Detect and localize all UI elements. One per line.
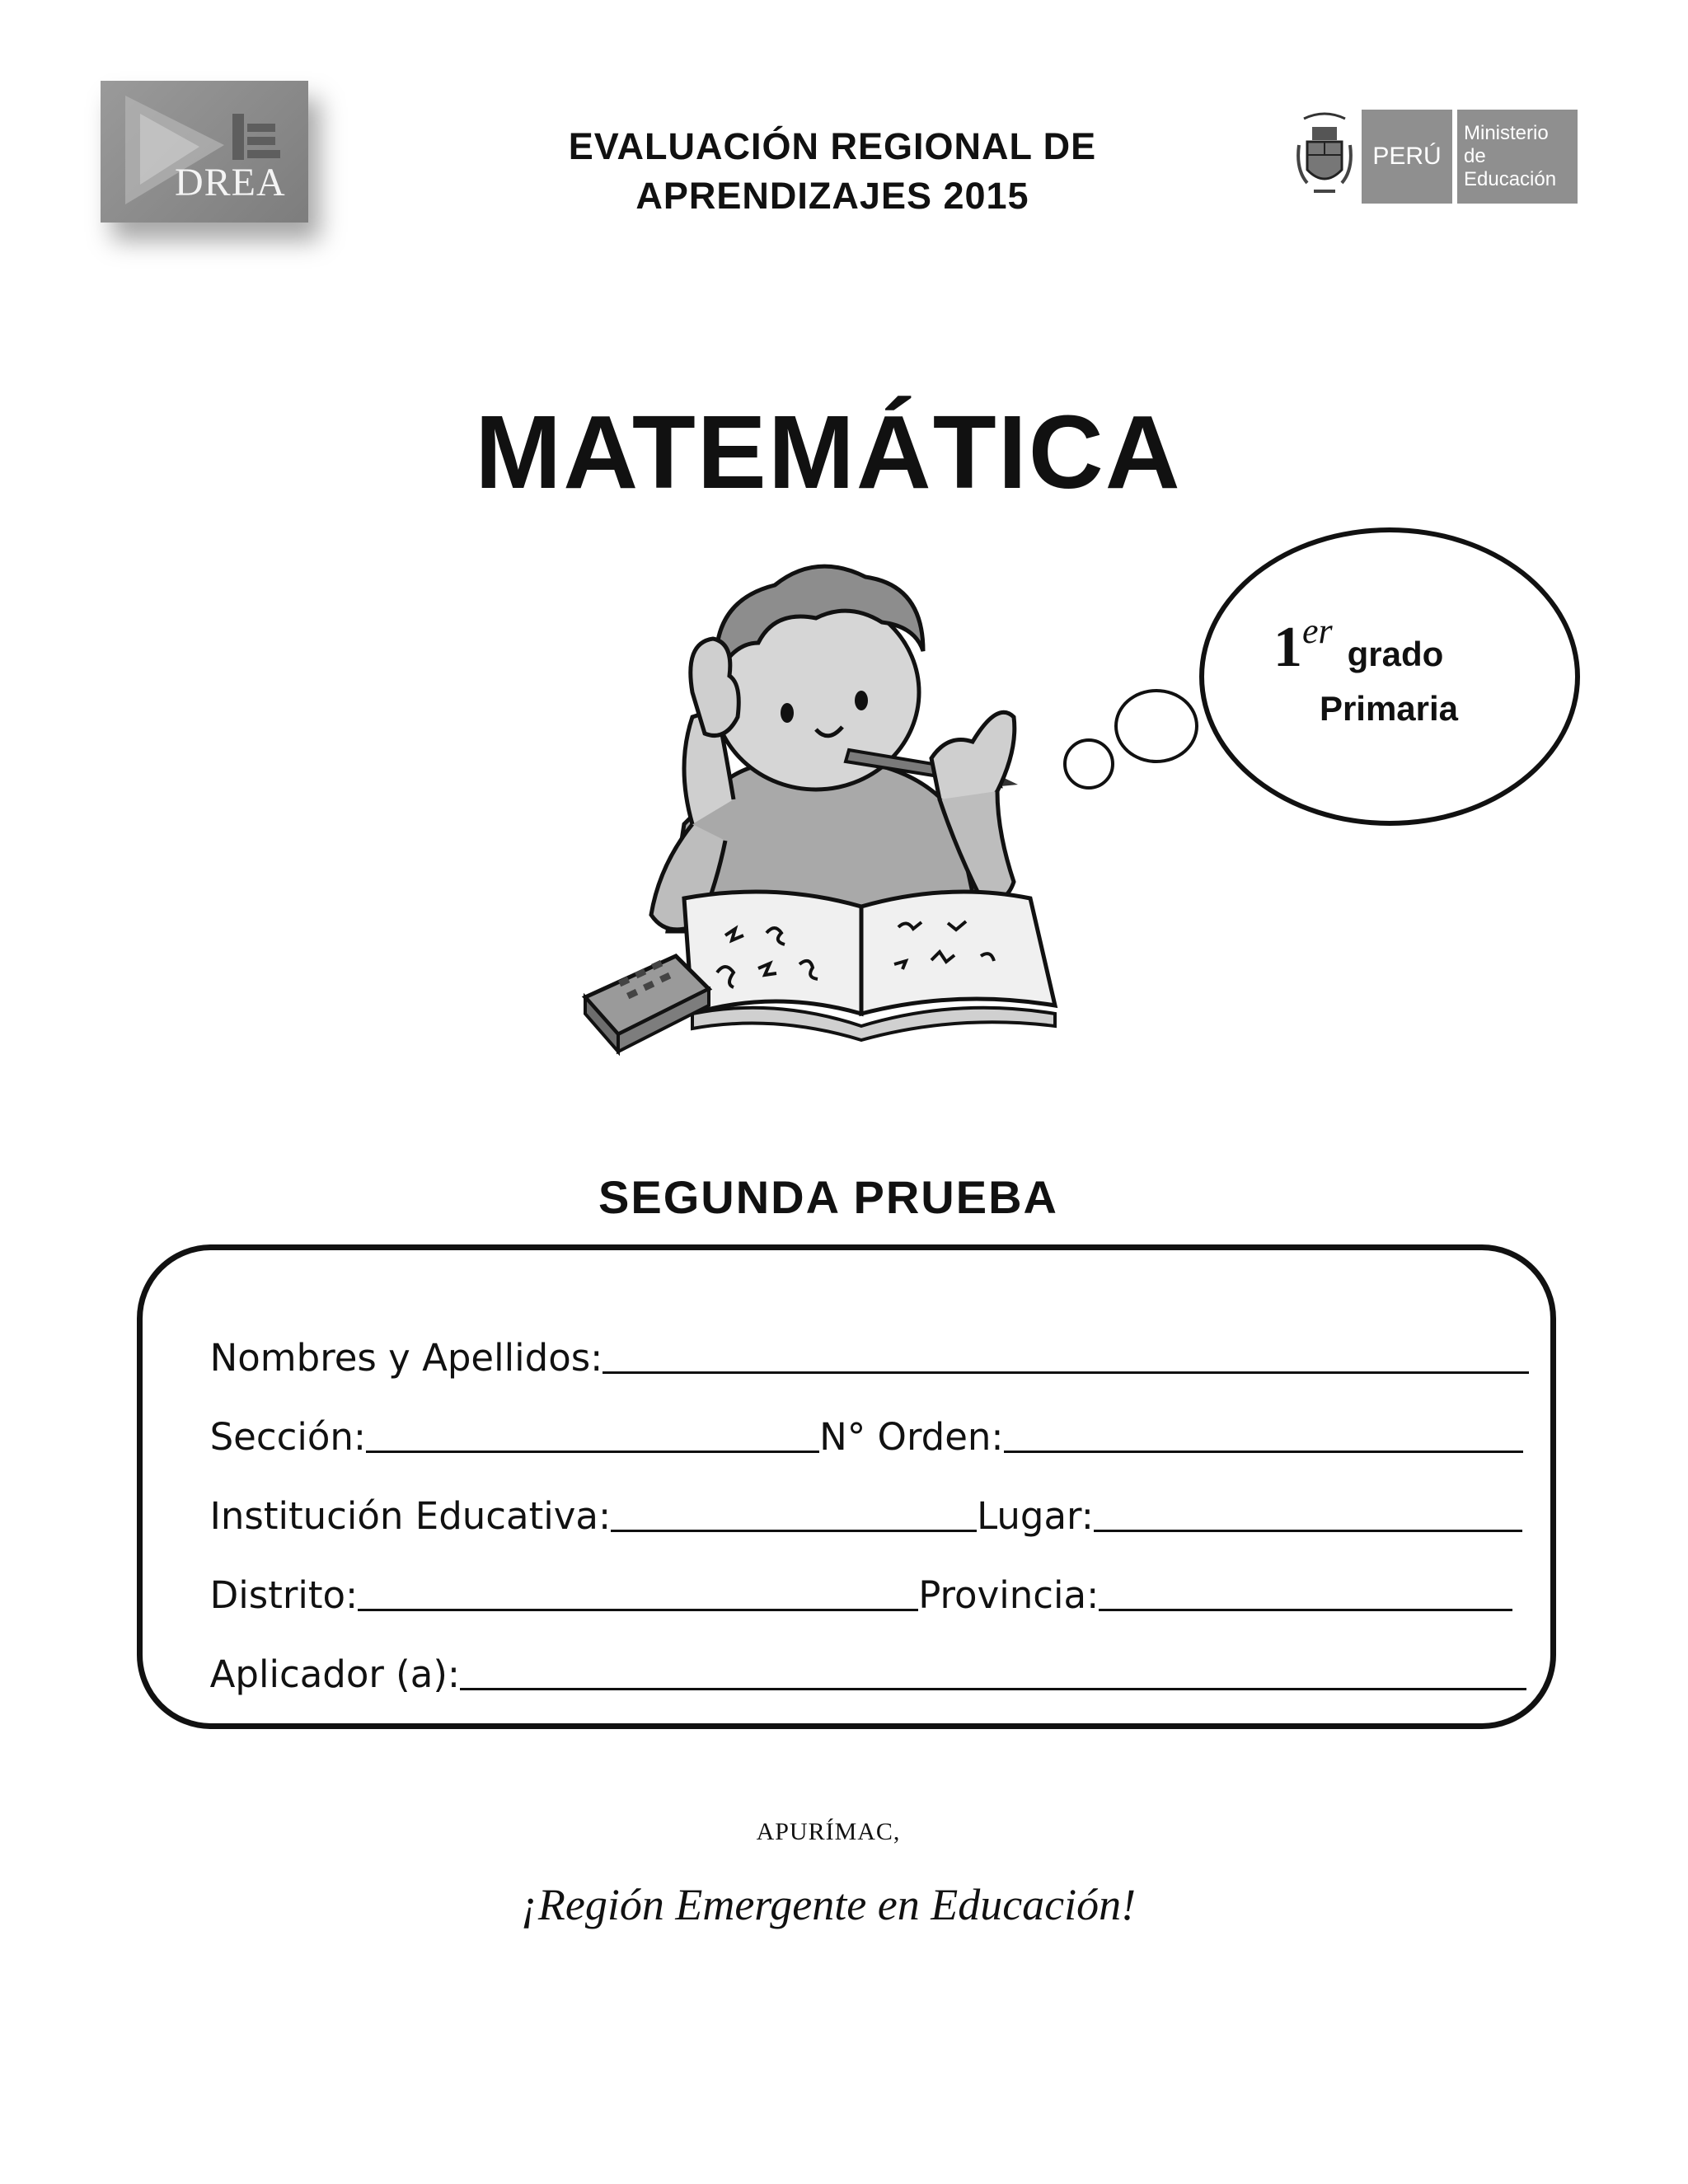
district-label: Distrito:	[209, 1573, 359, 1617]
ministry-label-box	[1457, 110, 1578, 204]
test-label: SEGUNDA PRUEBA	[598, 1171, 1058, 1223]
footer-region: APURÍMAC,	[756, 1818, 901, 1845]
applicator-label: Aplicador (a):	[209, 1652, 461, 1696]
drea-logo	[101, 81, 308, 223]
form-row-section-order	[186, 1371, 1523, 1459]
grade-superscript: er	[1302, 611, 1333, 651]
applicator-field[interactable]	[460, 1686, 1526, 1690]
section-label: Sección:	[209, 1415, 367, 1459]
form-row-institution-place	[186, 1451, 1522, 1538]
header-title	[462, 122, 1203, 221]
province-label: Provincia:	[918, 1573, 1100, 1617]
grade-word: grado	[1347, 635, 1444, 673]
grade-level: Primaria	[1319, 689, 1459, 728]
names-label: Nombres y Apellidos:	[209, 1336, 603, 1380]
thought-bubble-medium	[1114, 689, 1198, 763]
grade-line	[1273, 610, 1554, 681]
header-title-line1: EVALUACIÓN REGIONAL DE	[568, 125, 1097, 167]
thought-bubble-small	[1063, 738, 1114, 790]
form-row-names	[186, 1292, 1529, 1380]
peru-label: PERÚ	[1372, 143, 1442, 170]
header-title-line2: APRENDIZAJES 2015	[635, 175, 1029, 217]
form-row-district-province	[186, 1530, 1512, 1617]
footer-slogan: ¡Región Emergente en Educación!	[520, 1880, 1137, 1929]
student-illustration	[569, 552, 1137, 1088]
drea-logo-text: DREA	[175, 161, 286, 204]
ministry-line1: Ministerio	[1464, 122, 1549, 144]
institution-label: Institución Educativa:	[209, 1494, 612, 1538]
place-label: Lugar:	[977, 1494, 1094, 1538]
order-label: N° Orden:	[819, 1415, 1004, 1459]
grade-number: 1	[1273, 616, 1302, 679]
peru-label-box	[1362, 110, 1452, 204]
form-row-applicator	[186, 1609, 1526, 1696]
coat-of-arms-icon	[1296, 112, 1353, 203]
main-title: MATEMÁTICA	[475, 394, 1182, 510]
ministry-line2: de Educación	[1464, 145, 1557, 190]
